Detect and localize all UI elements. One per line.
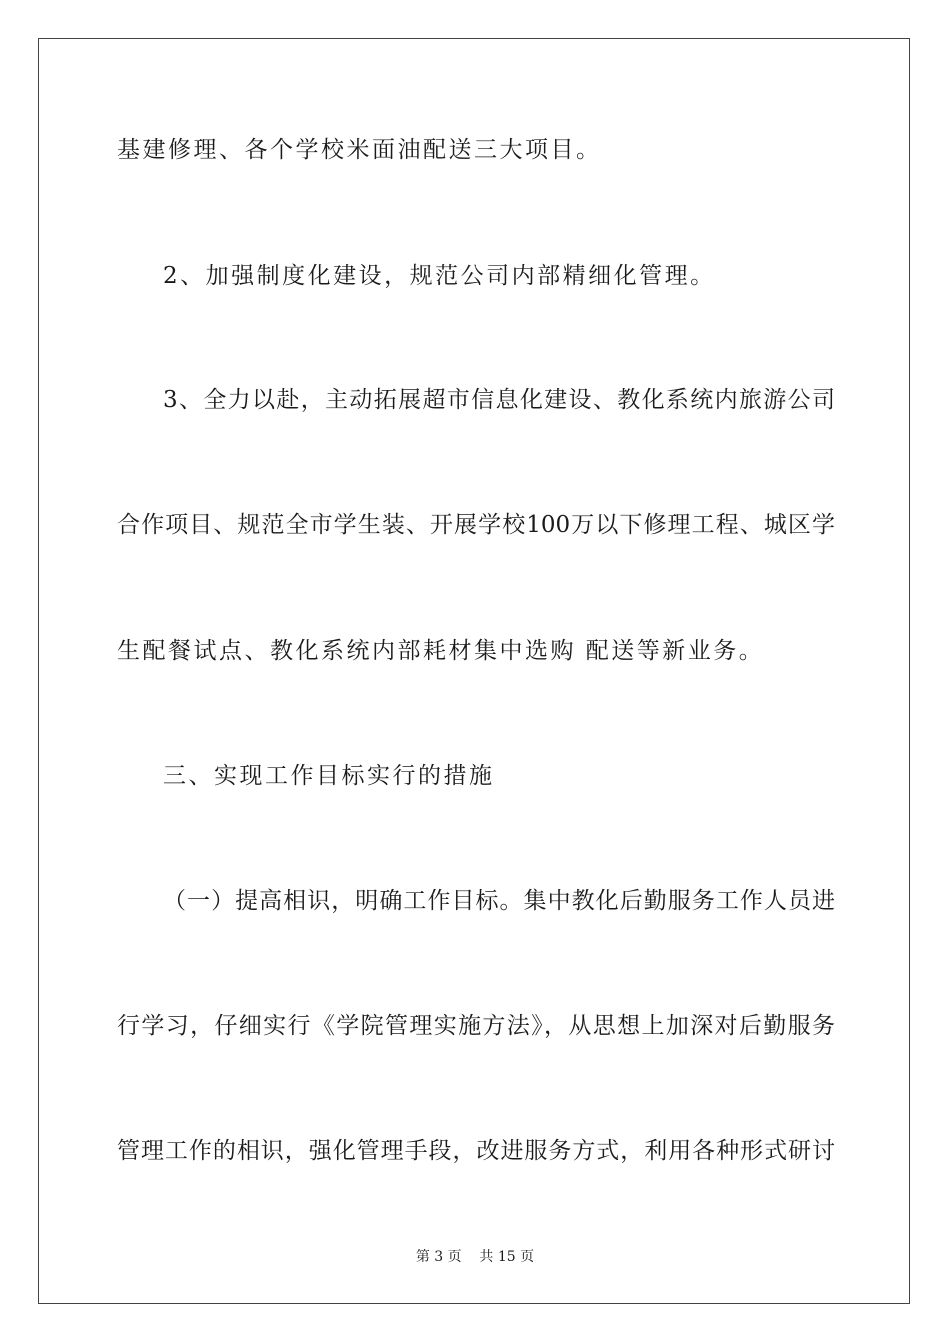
- body-text-line: 2、加强制度化建设，规范公司内部精细化管理。: [163, 263, 716, 289]
- page-number-footer: 第 3 页 共 15 页: [415, 1249, 535, 1265]
- section-heading: 三、实现工作目标实行的措施: [163, 763, 495, 789]
- body-text-line: （一）提高相识，明确工作目标。集中教化后勤服务工作人员进: [163, 888, 835, 914]
- body-text-line: 3、全力以赴，主动拓展超市信息化建设、教化系统内旅游公司: [163, 387, 835, 413]
- page-border: [38, 38, 910, 1304]
- body-text-line: 生配餐试点、教化系统内部耗材集中选购 配送等新业务。: [117, 638, 765, 664]
- body-text-line: 基建修理、各个学校米面油配送三大项目。: [117, 137, 602, 163]
- body-text-line: 管理工作的相识，强化管理手段，改进服务方式，利用各种形式研讨: [117, 1138, 835, 1164]
- body-text-line: 合作项目、规范全市学生装、开展学校100万以下修理工程、城区学: [117, 512, 835, 538]
- body-text-line: 行学习，仔细实行《学院管理实施方法》，从思想上加深对后勤服务: [117, 1013, 835, 1039]
